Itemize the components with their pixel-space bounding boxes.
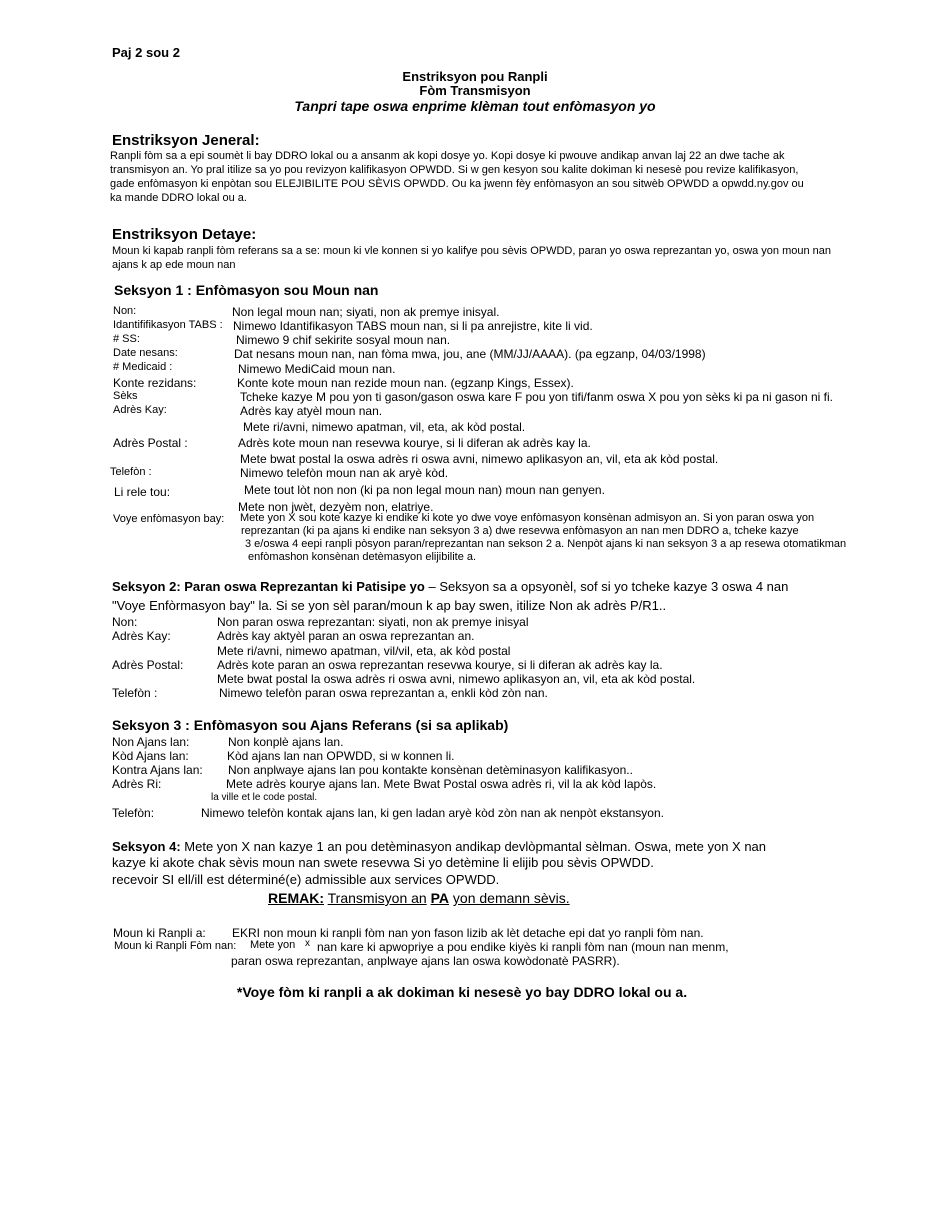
s1-label-medicaid: # Medicaid : xyxy=(113,361,173,373)
s3-value-phone: Nimewo telefòn kontak ajans lan, ki gen ladan aryè kòd zòn nan ak nenpòt ekstansyon. xyxy=(201,806,664,820)
s1-value-send-info: Mete yon X sou kote kazye ki endike ki kote yo dwe voye enfòmasyon konsènan admisyon an. Si yon paran oswa yon xyxy=(240,512,815,524)
s1-label-ss: # SS: xyxy=(113,333,140,345)
filled-by-label2: Moun ki Ranpli Fòm nan: xyxy=(114,940,237,952)
remark-text-post: yon demann sèvis. xyxy=(452,890,570,906)
filled-by-x-mark: x xyxy=(305,938,310,949)
general-heading: Enstriksyon Jeneral: xyxy=(112,132,260,149)
s1-label-name: Non: xyxy=(113,305,137,317)
general-line: Ranpli fòm sa a epi soumèt li bay DDRO lokal ou a ansanm ak kopi dosye yo. Kopi dosye ki pwouve andikap anvan laj 22 an dwe tache ak xyxy=(110,150,785,162)
s1-value-home-address: Adrès kay atyèl moun nan. xyxy=(240,404,383,418)
s1-label-county: Konte rezidans: xyxy=(113,376,197,390)
document-subtitle: Fòm Transmisyon xyxy=(419,83,531,98)
section4-line3: recevoir SI ell/ill est déterminé(e) admissible aux services OPWDD. xyxy=(112,872,500,887)
s1-value-dob: Dat nesans moun nan, nan fòma mwa, jou, ane (MM/JJ/AAAA). (pa egzanp, 04/03/1998) xyxy=(234,347,706,361)
s3-label-phone: Telefòn: xyxy=(112,806,155,820)
s3-value-street-address-detail: la ville et le code postal. xyxy=(211,792,318,803)
s3-label-agency-code: Kòd Ajans lan: xyxy=(112,749,189,763)
section1-heading: Seksyon 1 : Enfòmasyon sou Moun nan xyxy=(114,282,379,298)
s2-label-phone: Telefòn : xyxy=(112,686,158,700)
s2-label-home-address: Adrès Kay: xyxy=(112,629,171,643)
s1-value-send-info-cont: 3 e/oswa 4 eepi ranpli pòsyon paran/reprezantan nan sekson 2 a. Nenpòt ajans ki nan seksyon 3 a ap resewa otomatikman xyxy=(245,538,847,550)
s2-label-name: Non: xyxy=(112,615,138,629)
s1-value-send-info-cont: reprezantan (ki pa ajans ki endike nan seksyon 3 a) dwe resevwa enfòmasyon an nan men DDRO a, tcheke kazye xyxy=(241,525,799,537)
s1-label-postal-address: Adrès Postal : xyxy=(113,436,188,450)
remark-text-pre: Transmisyon an xyxy=(327,890,427,906)
section2-heading-line xyxy=(112,579,788,594)
general-text xyxy=(110,149,870,205)
remark-text-pa: PA xyxy=(430,890,450,906)
s1-value-aka-detail: Mete non jwèt, dezyèm non, elatriye. xyxy=(238,500,434,514)
s2-value-phone: Nimewo telefòn paran oswa reprezantan a, enkli kòd zòn nan. xyxy=(219,686,548,700)
section2-heading: Seksyon 2: Paran oswa Reprezantan ki Patisipe yo xyxy=(112,579,425,594)
s1-value-home-address-detail: Mete ri/avni, nimewo apatman, vil, eta, ak kòd postal. xyxy=(243,420,526,434)
s2-value-name: Non paran oswa reprezantan: siyati, non ak premye inisyal xyxy=(217,615,529,629)
s1-value-tabs: Nimewo Idantifikasyon TABS moun nan, si li pa anrejistre, kite li vid. xyxy=(233,319,593,333)
s3-label-agency-name: Non Ajans lan: xyxy=(112,735,190,749)
section2-heading-line2: "Voye Enfòrmasyon bay" la. Si se yon sèl paran/moun k ap bay swen, itilize Non ak adrès P/R1.. xyxy=(112,598,667,613)
s2-value-postal-address: Adrès kote paran an oswa reprezantan resevwa kourye, si li diferan ak adrès kay la. xyxy=(217,658,663,672)
s3-value-agency-code: Kòd ajans lan nan OPWDD, si w konnen li. xyxy=(227,749,455,763)
s1-value-send-info-cont: enfòmashon konsènan detèmasyon elijibilite a. xyxy=(248,551,477,563)
s3-value-agency-name: Non konplè ajans lan. xyxy=(228,735,344,749)
s1-value-county: Konte kote moun nan rezide moun nan. (egzanp Kings, Essex). xyxy=(237,376,574,390)
s3-label-agency-contact: Kontra Ajans lan: xyxy=(112,763,203,777)
s1-label-home-address: Adrès Kay: xyxy=(113,404,167,416)
detailed-text xyxy=(112,244,872,272)
s3-value-street-address: Mete adrès kourye ajans lan. Mete Bwat Postal oswa adrès ri, vil la ak kòd lapòs. xyxy=(226,777,657,791)
section2-heading-rest: – Seksyon sa a opsyonèl, sof si yo tcheke kazye 3 oswa 4 nan xyxy=(428,579,789,594)
s1-label-dob: Date nesans: xyxy=(113,347,178,359)
s1-value-phone: Nimewo telefòn moun nan ak aryè kòd. xyxy=(240,466,449,480)
general-line: gade enfòmasyon ki enpòtan sou ELEJIBILITE POU SÈVIS OPWDD. Ou ka jwenn fèy enfòmasyon an sou sitwèb OPWDD a opwdd.ny.gov ou xyxy=(110,178,804,190)
s1-label-phone: Telefòn : xyxy=(110,466,152,478)
s2-label-postal-address: Adrès Postal: xyxy=(112,658,184,672)
filled-by-label: Moun ki Ranpli a: xyxy=(113,926,206,940)
detailed-heading: Enstriksyon Detaye: xyxy=(112,226,257,243)
remark-line xyxy=(268,890,570,906)
section4-line2: kazye ki akote chak sèvis moun nan swete resevwa Si yo detèmine li elijib pou sèvis OPWDD. xyxy=(112,855,654,870)
s3-value-agency-contact: Non anplwaye ajans lan pou kontakte konsènan detèminasyon kalifikasyon.. xyxy=(228,763,633,777)
detailed-line: ajans k ap ede moun nan xyxy=(112,259,236,271)
filled-by-value2b: nan kare ki apwopriye a pou endike kiyès ki ranpli fòm nan (moun nan menm, xyxy=(317,940,729,954)
detailed-line: Moun ki kapab ranpli fòm referans sa a se: moun ki vle konnen si yo kalifye pou sèvis OPWDD, paran yo oswa reprezantan yo, oswa yon moun nan xyxy=(112,245,832,257)
filled-by-value2c: paran oswa reprezantan, anplwaye ajans lan oswa kowòdonatè PASRR). xyxy=(231,954,620,968)
filled-by-value2a: Mete yon xyxy=(250,939,296,951)
s1-label-sex: Sèks xyxy=(113,390,138,402)
section4-heading: Seksyon 4: xyxy=(112,839,181,854)
s1-value-aka: Mete tout lòt non non (ki pa non legal moun nan) moun nan genyen. xyxy=(244,483,605,497)
footer-note: *Voye fòm ki ranpli a ak dokiman ki nesesè yo bay DDRO lokal ou a. xyxy=(236,984,688,1000)
s2-value-home-address-detail: Mete ri/avni, nimewo apatman, vil/vil, eta, ak kòd postal xyxy=(217,644,511,658)
section4-line1 xyxy=(112,839,766,855)
s1-label-send-info: Voye enfòmasyon bay: xyxy=(113,513,225,525)
s1-value-sex: Tcheke kazye M pou yon ti gason/gason oswa kare F pou yon tifi/fanm oswa X pou yon sèks ki pa ni gason ni fi. xyxy=(240,390,833,404)
document-note: Tanpri tape oswa enprime klèman tout enfòmasyon yo xyxy=(294,98,656,114)
remark-label: REMAK: xyxy=(268,890,324,906)
s1-value-postal-address-detail: Mete bwat postal la oswa adrès ri oswa avni, nimewo aplikasyon an, vil, eta ak kòd postal. xyxy=(240,452,719,466)
section3-heading: Seksyon 3 : Enfòmasyon sou Ajans Referans (si sa aplikab) xyxy=(112,717,509,733)
filled-by-value: EKRI non moun ki ranpli fòm nan yon fason lizib ak lèt detache epi dat yo ranpli fòm nan. xyxy=(232,926,704,940)
general-line: ka mande DDRO lokal ou a. xyxy=(110,192,247,204)
document-title: Enstriksyon pou Ranpli xyxy=(402,69,548,84)
s3-label-street-address: Adrès Ri: xyxy=(112,777,162,791)
general-line: transmisyon an. Yo pral itilize sa yo pou revizyon kalifikasyon OPWDD. Si w gen kesyon sou kalite dokiman ki nesesè pou revize kalifikasyon, xyxy=(110,164,799,176)
s2-value-home-address: Adrès kay aktyèl paran an oswa reprezantan an. xyxy=(217,629,475,643)
s1-label-aka: Li rele tou: xyxy=(114,485,171,499)
section4-text: Mete yon X nan kazye 1 an pou detèminasyon andikap devlòpmantal sèlman. Oswa, mete yon X nan xyxy=(184,839,767,854)
s1-label-tabs: Idantififikasyon TABS : xyxy=(113,319,223,331)
page-number: Paj 2 sou 2 xyxy=(112,45,180,60)
s1-value-name: Non legal moun nan; siyati, non ak premye inisyal. xyxy=(232,305,500,319)
s2-value-postal-address-detail: Mete bwat postal la oswa adrès ri oswa avni, nimewo aplikasyon an, vil, eta ak kòd postal. xyxy=(217,672,696,686)
s1-value-ss: Nimewo 9 chif sekirite sosyal moun nan. xyxy=(236,333,451,347)
s1-value-medicaid: Nimewo MediCaid moun nan. xyxy=(238,362,396,376)
s1-value-postal-address: Adrès kote moun nan resevwa kourye, si li diferan ak adrès kay la. xyxy=(238,436,591,450)
